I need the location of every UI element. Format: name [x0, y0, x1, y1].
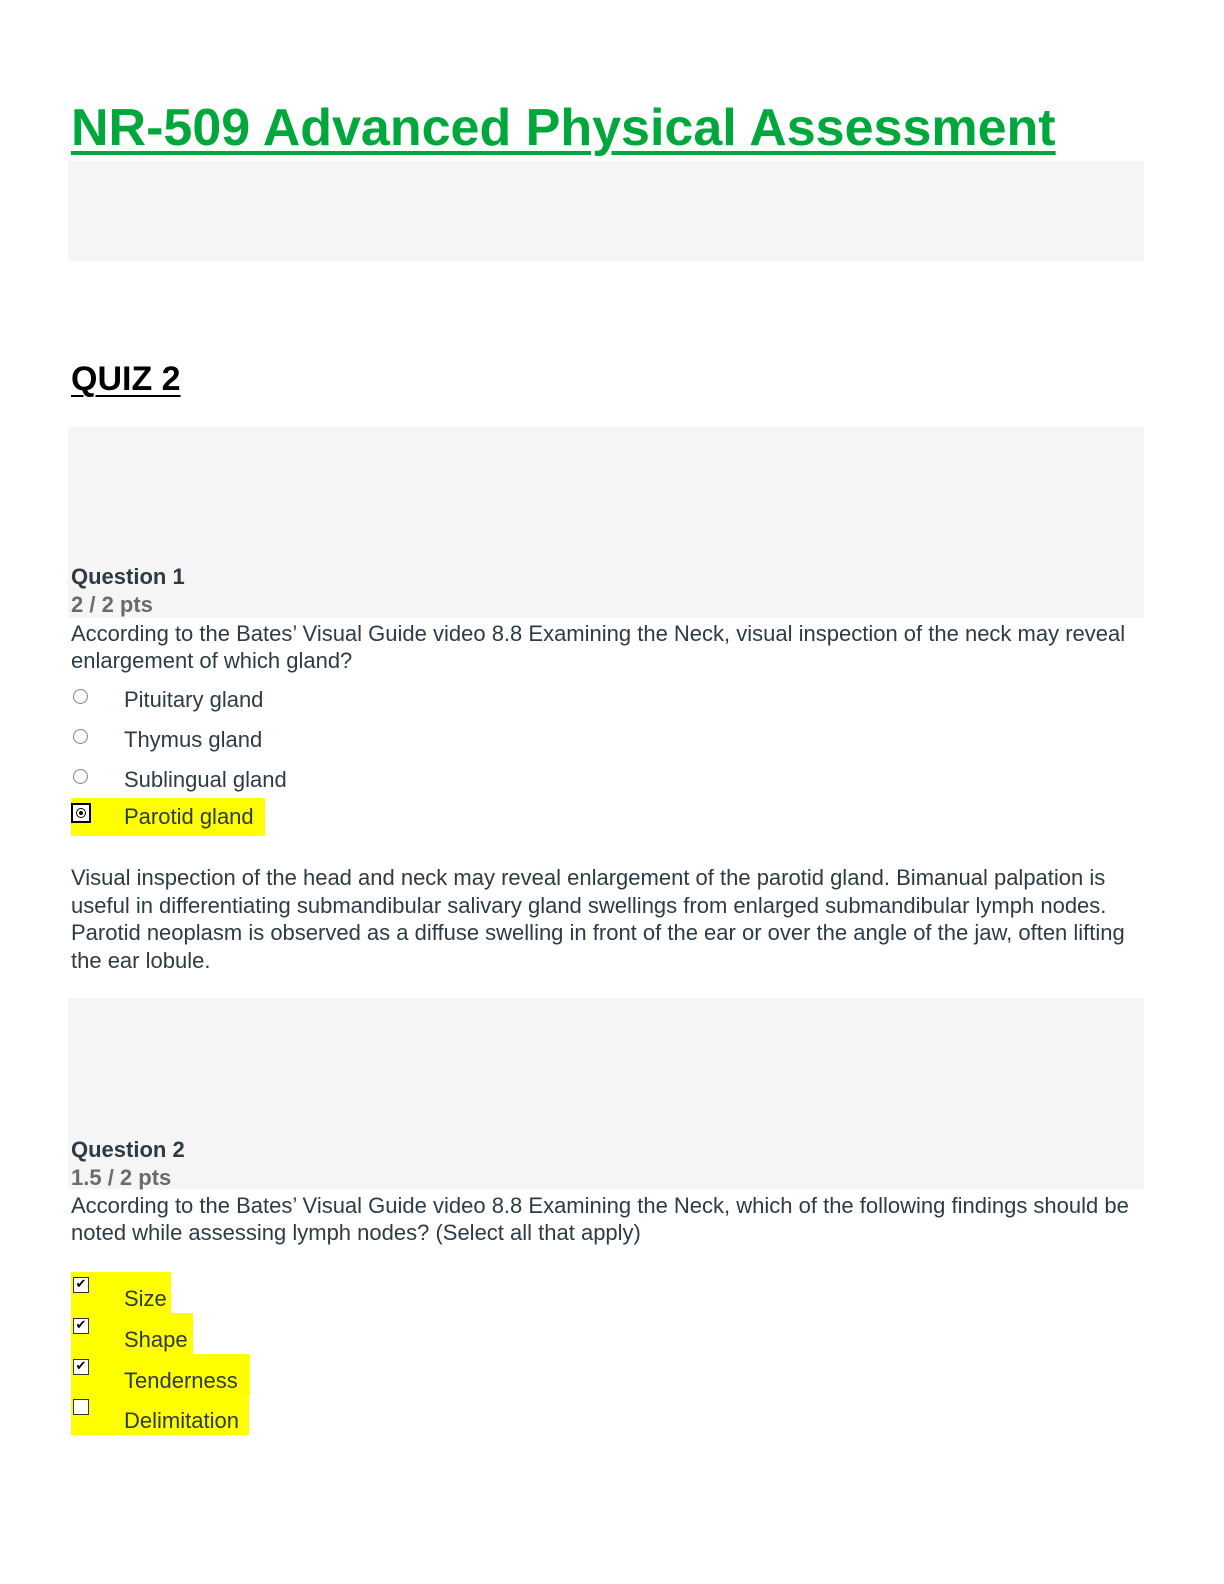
answer-option-selected[interactable]: [71, 798, 265, 836]
question-1-header-band: [68, 427, 1144, 618]
answer-label: Shape: [124, 1326, 188, 1352]
question-1-heading: Question 1: [71, 564, 185, 589]
answer-option-checked[interactable]: [71, 1272, 171, 1313]
answer-label: Delimitation: [124, 1408, 239, 1433]
answer-option-unchecked[interactable]: [71, 1395, 249, 1435]
question-2-heading: Question 2: [71, 1137, 185, 1162]
answer-option[interactable]: [71, 762, 287, 798]
page-title: NR-509 Advanced Physical Assessment: [71, 99, 1056, 157]
answer-label: Parotid gland: [124, 804, 254, 829]
title-band: [68, 161, 1144, 261]
question-1-points: 2 / 2 pts: [71, 592, 153, 617]
answer-option-checked[interactable]: [71, 1354, 250, 1395]
radio-button[interactable]: [71, 689, 93, 711]
answer-label: Thymus gland: [124, 727, 263, 752]
question-1-prompt: According to the Bates’ Visual Guide video 8.8 Examining the Neck, visual inspection of the neck may reveal enlargement of which gland?: [71, 621, 1126, 673]
checkbox[interactable]: ✔: [71, 1359, 93, 1381]
radio-button[interactable]: [71, 729, 93, 751]
radio-button-selected[interactable]: [71, 802, 93, 824]
answer-label: Tenderness: [124, 1367, 238, 1393]
question-2-points: 1.5 / 2 pts: [71, 1165, 172, 1190]
question-2-prompt: According to the Bates’ Visual Guide video 8.8 Examining the Neck, which of the following findings should be noted while assessing lymph nodes? (Select all that apply): [71, 1193, 1129, 1245]
checkbox[interactable]: ✔: [71, 1277, 93, 1299]
answer-label: Pituitary gland: [124, 687, 264, 712]
answer-option[interactable]: [71, 722, 262, 758]
answer-label: Sublingual gland: [124, 767, 287, 792]
quiz-title: QUIZ 2: [71, 360, 181, 398]
answer-option[interactable]: [71, 682, 263, 718]
radio-button[interactable]: [71, 769, 93, 791]
answer-option-checked[interactable]: [71, 1313, 193, 1354]
checkbox[interactable]: ✔: [71, 1318, 93, 1340]
question-1-explanation: Visual inspection of the head and neck may reveal enlargement of the parotid gland. Bimanual palpation is useful in differentiating submandibular salivary gland swellings from enlarged submandibular lymph nodes. Parotid neoplasm is observed as a diffuse swelling in front of the ear or over the angle of the jaw, often lifting the ear lobule.: [71, 865, 1125, 973]
question-2-header-band: [68, 998, 1144, 1189]
answer-label: Size: [124, 1285, 167, 1311]
checkbox[interactable]: [71, 1399, 93, 1421]
